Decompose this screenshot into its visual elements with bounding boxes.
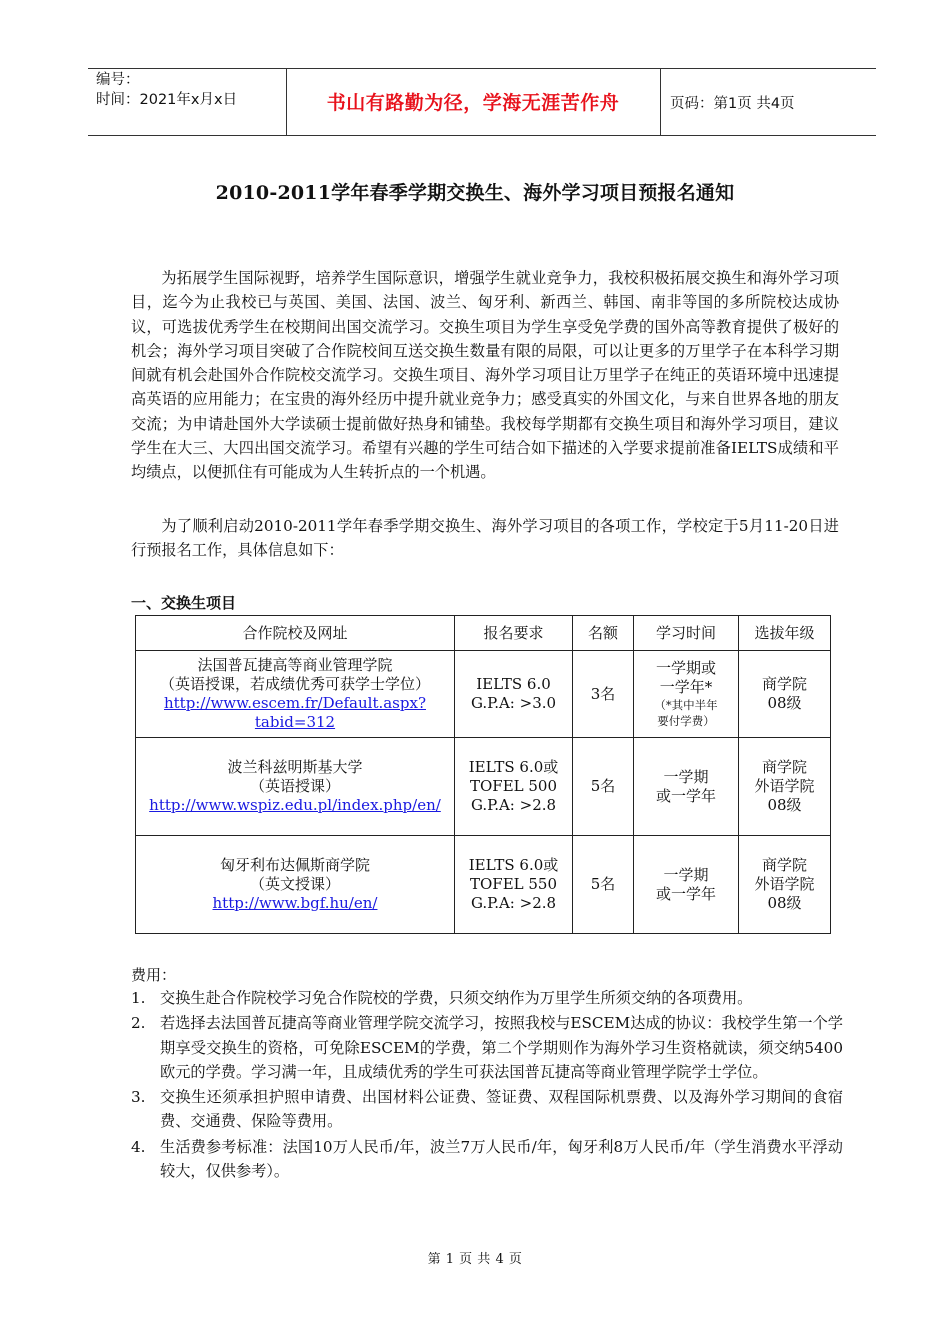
- duration-line: 一学期: [663, 767, 709, 786]
- section-heading: 一、交换生项目: [131, 594, 237, 612]
- school-link[interactable]: http://www.wspiz.edu.pl/index.php/en/: [149, 796, 441, 814]
- col-header-duration: 学习时间: [634, 616, 739, 651]
- intro-paragraph: 为拓展学生国际视野，培养学生国际意识，增强学生就业竞争力，我校积极拓展交换生和海外学习项目，迄今为止我校已与英国、美国、法国、波兰、匈牙利、新西兰、韩国、南非等国的多所院校达成协议，可选拔优秀学生在校期间出国交流学习。交换生项目为学生享受免学费的国外高等教育提供了极好的机会；海外学习项目突破了合作院校间互送交换生数量有限的局限，可以让更多的万里学子在本科学习期间就有机会赴国外合作院校交流学习。交换生项目、海外学习项目让万里学子在纯正的英语环境中迅速提高英语的应用能力；在宝贵的海外经历中提升就业竞争力；感受真实的外国文化，与来自世界各地的朋友交流；为申请赴国外大学读硕士提前做好热身和铺垫。我校每学期都有交换生项目和海外学习项目，建议学生在大三、大四出国交流学习。希望有兴趣的学生可结合如下描述的入学要求提前准备IELTS成绩和平均绩点，以便抓住有可能成为人生转折点的一个机遇。: [131, 269, 839, 482]
- header-time: 时间：2021年x月x日: [96, 92, 238, 108]
- header-number: 编号：: [96, 72, 140, 88]
- requirement-line: IELTS 6.0或: [468, 758, 559, 776]
- requirement-line: G.P.A: >2.8: [470, 796, 557, 814]
- fees-list: [131, 986, 843, 1184]
- requirement-line: IELTS 6.0或: [468, 856, 559, 874]
- list-number: 3.: [131, 1088, 146, 1107]
- document-title: 2010-2011学年春季学期交换生、海外学习项目预报名通知: [215, 182, 735, 204]
- grade-line: 商学院: [761, 758, 807, 776]
- list-item: [131, 1135, 843, 1184]
- duration-note: 要付学费）: [657, 714, 715, 728]
- requirement-line: IELTS 6.0: [476, 675, 551, 693]
- intro-paragraph-2: 为了顺利启动2010-2011学年春季学期交换生、海外学习项目的各项工作，学校定于5月11-20日进行预报名工作，具体信息如下：: [131, 517, 839, 560]
- header-motto: 书山有路勤为径，学海无涯苦作舟: [326, 92, 620, 114]
- duration-line: 一学年*: [659, 678, 713, 696]
- duration-line: 一学期或: [655, 659, 716, 677]
- school-cell: [136, 738, 455, 836]
- list-item: [131, 986, 843, 1010]
- list-item: [131, 1085, 843, 1134]
- col-header-requirement: 报名要求: [455, 616, 573, 651]
- header-bottom-rule: [88, 135, 876, 136]
- duration-line: 一学期: [663, 865, 709, 884]
- grade-cell: [739, 836, 831, 934]
- school-link[interactable]: http://www.bgf.hu/en/: [212, 894, 378, 912]
- grade-line: 外语学院: [754, 777, 815, 795]
- list-text: 交换生赴合作院校学习免合作院校的学费，只须交纳作为万里学生所须交纳的各项费用。: [160, 989, 753, 1007]
- school-note: （英文授课）: [249, 875, 340, 893]
- school-link[interactable]: http://www.escem.fr/Default.aspx?tabid=312: [163, 694, 426, 731]
- grade-line: 商学院: [761, 856, 807, 874]
- grade-line: 08级: [767, 894, 802, 912]
- table-row: [136, 836, 831, 934]
- quota-cell: 5名: [573, 738, 634, 836]
- list-item: [131, 1011, 843, 1084]
- table-row: [136, 651, 831, 738]
- list-text: 交换生还须承担护照申请费、出国材料公证费、签证费、双程国际机票费、以及海外学习期间的食宿费、交通费、保险等费用。: [160, 1088, 843, 1131]
- col-header-school: 合作院校及网址: [136, 616, 455, 651]
- grade-line: 商学院: [761, 675, 807, 693]
- grade-line: 外语学院: [754, 875, 815, 893]
- list-number: 4.: [131, 1137, 146, 1156]
- grade-line: 08级: [767, 796, 802, 814]
- header-top-rule: [88, 68, 876, 69]
- duration-line: 或一学年: [655, 884, 716, 903]
- grade-cell: [739, 651, 831, 738]
- list-text: 若选择去法国普瓦捷高等商业管理学院交流学习，按照我校与ESCEM达成的协议：我校学生第一个学期享受交换生的资格，可免除ESCEM的学费，第二个学期则作为海外学习生资格就读，须交纳5400欧元的学费。学习满一年，且成绩优秀的学生可获法国普瓦捷高等商业管理学院学士学位。: [160, 1014, 843, 1081]
- school-note: （英语授课）: [249, 777, 340, 795]
- duration-cell: [634, 651, 739, 738]
- school-cell: [136, 836, 455, 934]
- table-row: [136, 738, 831, 836]
- header-page-number: 页码：第1页 共4页: [670, 96, 795, 112]
- exchange-program-table: [135, 615, 831, 934]
- quota-cell: 5名: [573, 836, 634, 934]
- requirement-line: G.P.A: >2.8: [470, 894, 557, 912]
- school-cell: [136, 651, 455, 738]
- requirement-cell: [455, 651, 573, 738]
- col-header-grade: 选拔年级: [739, 616, 831, 651]
- school-name: 波兰科兹明斯基大学: [227, 758, 363, 776]
- grade-cell: [739, 738, 831, 836]
- school-note: （英语授课，若成绩优秀可获学士学位）: [159, 675, 430, 693]
- list-text: 生活费参考标准：法国10万人民币/年，波兰7万人民币/年，匈牙利8万人民币/年（学生消费水平浮动较大，仅供参考）。: [160, 1137, 843, 1181]
- col-header-quota: 名额: [573, 616, 634, 651]
- requirement-cell: [455, 738, 573, 836]
- requirement-cell: [455, 836, 573, 934]
- header-meta: [96, 70, 237, 110]
- school-name: 匈牙利布达佩斯商学院: [219, 856, 370, 874]
- school-name: 法国普瓦捷高等商业管理学院: [197, 656, 393, 674]
- quota-cell: 3名: [573, 651, 634, 738]
- page-footer: 第 1 页 共 4 页: [427, 1252, 523, 1267]
- duration-line: 或一学年: [655, 786, 716, 805]
- requirement-line: TOFEL 550: [469, 875, 558, 893]
- list-number: 1.: [131, 989, 146, 1007]
- table-header-row: [136, 616, 831, 651]
- fees-label: 费用：: [131, 966, 177, 984]
- duration-cell: [634, 836, 739, 934]
- grade-line: 08级: [767, 694, 802, 712]
- list-number: 2.: [131, 1014, 146, 1033]
- requirement-line: G.P.A: >3.0: [470, 694, 557, 712]
- requirement-line: TOFEL 500: [469, 777, 558, 795]
- header-divider: [660, 68, 661, 135]
- duration-note: （*其中半年: [654, 698, 718, 712]
- duration-cell: [634, 738, 739, 836]
